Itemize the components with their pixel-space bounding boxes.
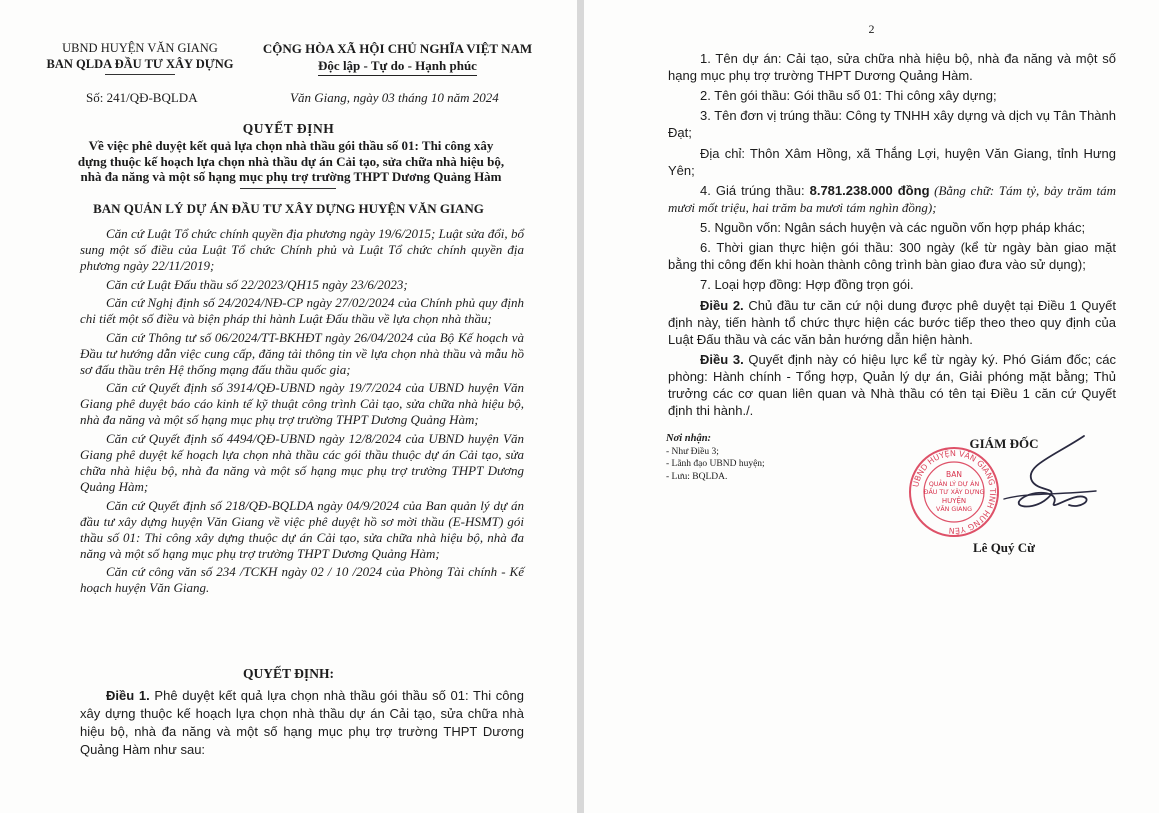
- recipients-block: [666, 433, 836, 483]
- legal-basis-item: Căn cứ Quyết định số 3914/QĐ-UBND ngày 19/7/2024 của UBND huyện Văn Giang phê duyệt báo cáo kinh tế kỹ thuật công trình Cải tạo, sửa chữa nhà hiệu bộ, nhà đa năng và một số hạng mục phụ trợ trường THPT Dương Quảng Hàm;: [80, 380, 524, 428]
- issuing-authority: BAN QUẢN LÝ DỰ ÁN ĐẦU TƯ XÂY DỰNG HUYỆN VĂN GIANG: [93, 201, 484, 216]
- article-1-text: Phê duyệt kết quả lựa chọn nhà thầu gói thầu số 01: Thi công xây dựng thuộc kế hoạch lựa chọn nhà thầu dự án Cải tạo, sửa chữa nhà hiệu bộ, nhà đa năng và một số hạng mục phụ trợ trường THPT Dương Quảng Hàm như sau:: [80, 688, 525, 757]
- price-prefix: 4. Giá trúng thầu:: [700, 182, 810, 198]
- recipients-title: Nơi nhận:: [666, 433, 712, 444]
- stamp-line: HUYỆN: [941, 497, 967, 505]
- detail-item: 5. Nguồn vốn: Ngân sách huyện và các nguồn vốn hợp pháp khác;: [700, 219, 1086, 235]
- stamp-ring-text: UBND HUYỆN VĂN GIANG TỈNH HƯNG YÊN: [911, 448, 998, 536]
- signature: [984, 431, 1104, 526]
- article-3: [668, 351, 1116, 419]
- page-number: 2: [868, 22, 875, 36]
- signer-title: GIÁM ĐỐC: [969, 436, 1039, 451]
- page-2: [584, 0, 1159, 813]
- signer-name: Lê Quý Cừ: [973, 540, 1035, 555]
- legal-basis-item: Căn cứ Nghị định số 24/2024/NĐ-CP ngày 27/02/2024 của Chính phủ quy định chi tiết một số điều và biện pháp thi hành Luật Đấu thầu về lựa chọn nhà thầu;: [80, 295, 524, 327]
- legal-basis-item: Căn cứ Quyết định số 4494/QĐ-UBND ngày 12/8/2024 của UBND huyện Văn Giang phê duyệt kế hoạch lựa chọn nhà thầu các gói thầu thuộc dự án Cải tạo, sửa chữa nhà hiệu bộ, nhà đa năng và một số hạng mục phụ trợ trường THPT Dương Quảng Hàm;: [80, 430, 524, 494]
- article-2-label: Điều 2.: [700, 297, 744, 313]
- legal-basis-item: Căn cứ công văn số 234 /TCKH ngày 02 / 10 /2024 của Phòng Tài chính - Kế hoạch huyện Văn Giang.: [80, 564, 524, 596]
- header-left-line1: UBND HUYỆN VĂN GIANG: [62, 41, 218, 55]
- detail-item: 3. Tên đơn vị trúng thầu: Công ty TNHH xây dựng và dịch vụ Tân Thành Đạt;: [668, 108, 1116, 141]
- national-motto: Độc lập - Tự do - Hạnh phúc: [318, 57, 477, 76]
- legal-basis-item: Căn cứ Luật Đấu thầu số 22/2023/QH15 ngày 23/6/2023;: [106, 276, 408, 292]
- article-3-label: Điều 3.: [700, 351, 744, 367]
- header-left-rule: [105, 74, 175, 75]
- article-2: [668, 297, 1116, 348]
- article-3-text: Quyết định này có hiệu lực kể từ ngày ký. Phó Giám đốc; các phòng: Hành chính - Tổng hợp, Quản lý dự án, Giải phóng mặt bằng; Thủ trưởng các cơ quan liên quan và Nhà thầu có tên tại Điều 1 căn cứ Quyết định thi hành./.: [668, 351, 1116, 418]
- recipient-item: - Lưu: BQLDA.: [666, 471, 728, 482]
- recipient-item: - Như Điều 3;: [666, 446, 719, 457]
- article-1-label: Điều 1.: [106, 688, 150, 703]
- stamp-line: BAN: [946, 470, 962, 479]
- document-date: Văn Giang, ngày 03 tháng 10 năm 2024: [290, 90, 499, 105]
- detail-item-price: [668, 182, 1116, 216]
- document-number: Số: 241/QĐ-BQLDA: [86, 90, 198, 105]
- header-left-line2: BAN QLDA ĐẦU TƯ XÂY DỰNG: [46, 57, 234, 71]
- subject-rule: [240, 188, 336, 189]
- legal-basis-item: Căn cứ Luật Tổ chức chính quyền địa phương ngày 19/6/2015; Luật sửa đổi, bổ sung một số điều của Luật Tổ chức Chính phủ và Luật Tổ chức chính quyền địa phương ngày 22/11/2019;: [80, 226, 524, 273]
- price-in-words: (Bằng chữ: Tám tỷ, bảy trăm tám mươi mốt triệu, hai trăm ba mươi tám nghìn đồng);: [668, 182, 1116, 215]
- decision-title: QUYẾT ĐỊNH: [242, 121, 335, 136]
- header-right: [255, 40, 540, 76]
- national-title: CỘNG HÒA XÃ HỘI CHỦ NGHĨA VIỆT NAM: [262, 41, 533, 56]
- stamp-line: ĐẦU TƯ XÂY DỰNG: [923, 489, 985, 496]
- legal-basis-item: Căn cứ Quyết định số 218/QĐ-BQLDA ngày 04/9/2024 của Ban quản lý dự án đầu tư xây dựng huyện Văn Giang về việc phê duyệt hồ sơ mời thầu (E-HSMT) gói thầu số 01: Thi công xây dựng thuộc dự án Cải tạo, sửa chữa nhà hiệu bộ, nhà đa năng và một số hạng mục phụ trợ trường THPT Dương Quảng Hàm;: [80, 497, 524, 561]
- stamp-line: VĂN GIANG: [936, 506, 972, 513]
- recipient-item: - Lãnh đạo UBND huyện;: [666, 459, 765, 469]
- decision-subject: Về việc phê duyệt kết quả lựa chọn nhà thầu gói thầu số 01: Thi công xây dựng thuộc kế hoạch lựa chọn nhà thầu dự án Cải tạo, sửa chữa nhà hiệu bộ, nhà đa năng và một số hạng mục phụ trợ trường THPT Dương Quảng Hàm: [77, 138, 505, 184]
- detail-item: Địa chỉ: Thôn Xâm Hồng, xã Thắng Lợi, huyện Văn Giang, tỉnh Hưng Yên;: [668, 145, 1116, 178]
- detail-item: 6. Thời gian thực hiện gói thầu: 300 ngày (kể từ ngày bàn giao mặt bằng thi công đến khi hoàn thành công trình bàn giao đưa vào sử dụng);: [668, 240, 1116, 273]
- article-1-details: [668, 50, 1116, 422]
- article-1: [80, 687, 524, 759]
- price-amount: 8.781.238.000 đồng: [809, 182, 930, 198]
- header-left: [30, 40, 250, 75]
- legal-bases: [80, 226, 524, 599]
- detail-item: 1. Tên dự án: Cải tạo, sửa chữa nhà hiệu bộ, nhà đa năng và một số hạng mục phụ trợ trường THPT Dương Quảng Hàm.: [668, 51, 1116, 83]
- article-2-text: Chủ đầu tư căn cứ nội dung được phê duyệt tại Điều 1 Quyết định này, tiến hành tổ chức thực hiện các bước tiếp theo theo quy định của Luật Đấu thầu và các văn bản hướng dẫn hiện hành.: [668, 297, 1116, 347]
- legal-basis-item: Căn cứ Thông tư số 06/2024/TT-BKHĐT ngày 26/04/2024 của Bộ Kế hoạch và Đầu tư hướng dẫn việc cung cấp, đăng tải thông tin về lựa chọn nhà thầu và mẫu hồ sơ đấu thầu trên Hệ thống mạng đấu thầu quốc gia;: [80, 329, 524, 377]
- detail-item: 7. Loại hợp đồng: Hợp đồng trọn gói.: [700, 277, 914, 293]
- stamp-line: QUẢN LÝ DỰ ÁN: [928, 481, 980, 488]
- detail-item: 2. Tên gói thầu: Gói thầu số 01: Thi công xây dựng;: [700, 88, 997, 104]
- decision-heading: QUYẾT ĐỊNH:: [243, 666, 334, 681]
- page-1: [0, 0, 577, 813]
